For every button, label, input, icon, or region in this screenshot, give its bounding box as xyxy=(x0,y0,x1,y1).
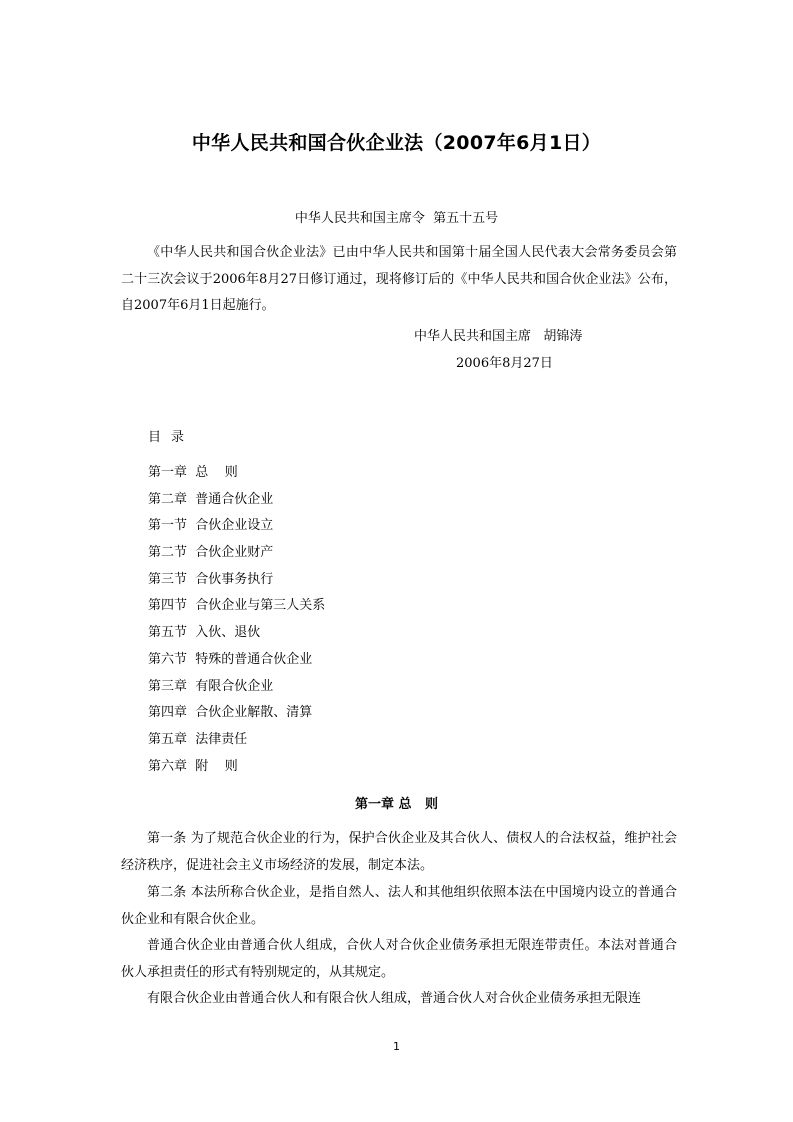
table-of-contents xyxy=(148,463,325,783)
toc-item: 第二章 普通合伙企业 xyxy=(148,491,274,507)
article-paragraph: 普通合伙企业由普通合伙人组成，合伙人对合伙企业债务承担无限连带责任。本法对普通合伙人承担责任的形式有特别规定的，从其规定。 xyxy=(121,938,677,980)
toc-item: 第五节 入伙、退伙 xyxy=(148,625,261,641)
preamble-paragraph: 《中华人民共和国合伙企业法》已由中华人民共和国第十届全国人民代表大会常务委员会第二十三次会议于2006年8月27日修订通过，现将修订后的《中华人民共和国合伙企业法》公布，自2007年6月1日起施行。 xyxy=(121,245,677,313)
toc-item: 第三章 有限合伙企业 xyxy=(148,678,274,694)
toc-item: 第一章 总 则 xyxy=(148,465,238,480)
document-title: 中华人民共和国合伙企业法（2007年6月1日） xyxy=(191,132,602,154)
toc-item: 第四节 合伙企业与第三人关系 xyxy=(148,598,326,614)
signer-line: 中华人民共和国主席 胡锦涛 xyxy=(414,329,583,344)
presidential-order-line: 中华人民共和国主席令 第五十五号 xyxy=(294,211,499,226)
article-paragraph: 有限合伙企业由普通合伙人和有限合伙人组成，普通合伙人对合伙企业债务承担无限连 xyxy=(147,991,642,1006)
toc-item: 第四章 合伙企业解散、清算 xyxy=(148,705,313,721)
page-number: 1 xyxy=(393,1040,400,1053)
signing-date: 2006年8月27日 xyxy=(456,356,553,371)
toc-item: 第一节 合伙企业设立 xyxy=(148,518,274,534)
toc-item: 第二节 合伙企业财产 xyxy=(148,545,274,561)
toc-heading: 目录 xyxy=(148,430,195,445)
article-paragraph: 第一条 为了规范合伙企业的行为，保护合伙企业及其合伙人、债权人的合法权益，维护社会经济秩序，促进社会主义市场经济的发展，制定本法。 xyxy=(121,831,677,873)
toc-item: 第五章 法律责任 xyxy=(148,731,248,747)
toc-item: 第六节 特殊的普通合伙企业 xyxy=(148,651,313,667)
toc-item: 第三节 合伙事务执行 xyxy=(148,571,274,587)
toc-item: 第六章 附 则 xyxy=(148,758,238,774)
article-paragraph: 第二条 本法所称合伙企业，是指自然人、法人和其他组织依照本法在中国境内设立的普通合伙企业和有限合伙企业。 xyxy=(121,885,677,927)
chapter-heading: 第一章 总 则 xyxy=(354,797,439,812)
